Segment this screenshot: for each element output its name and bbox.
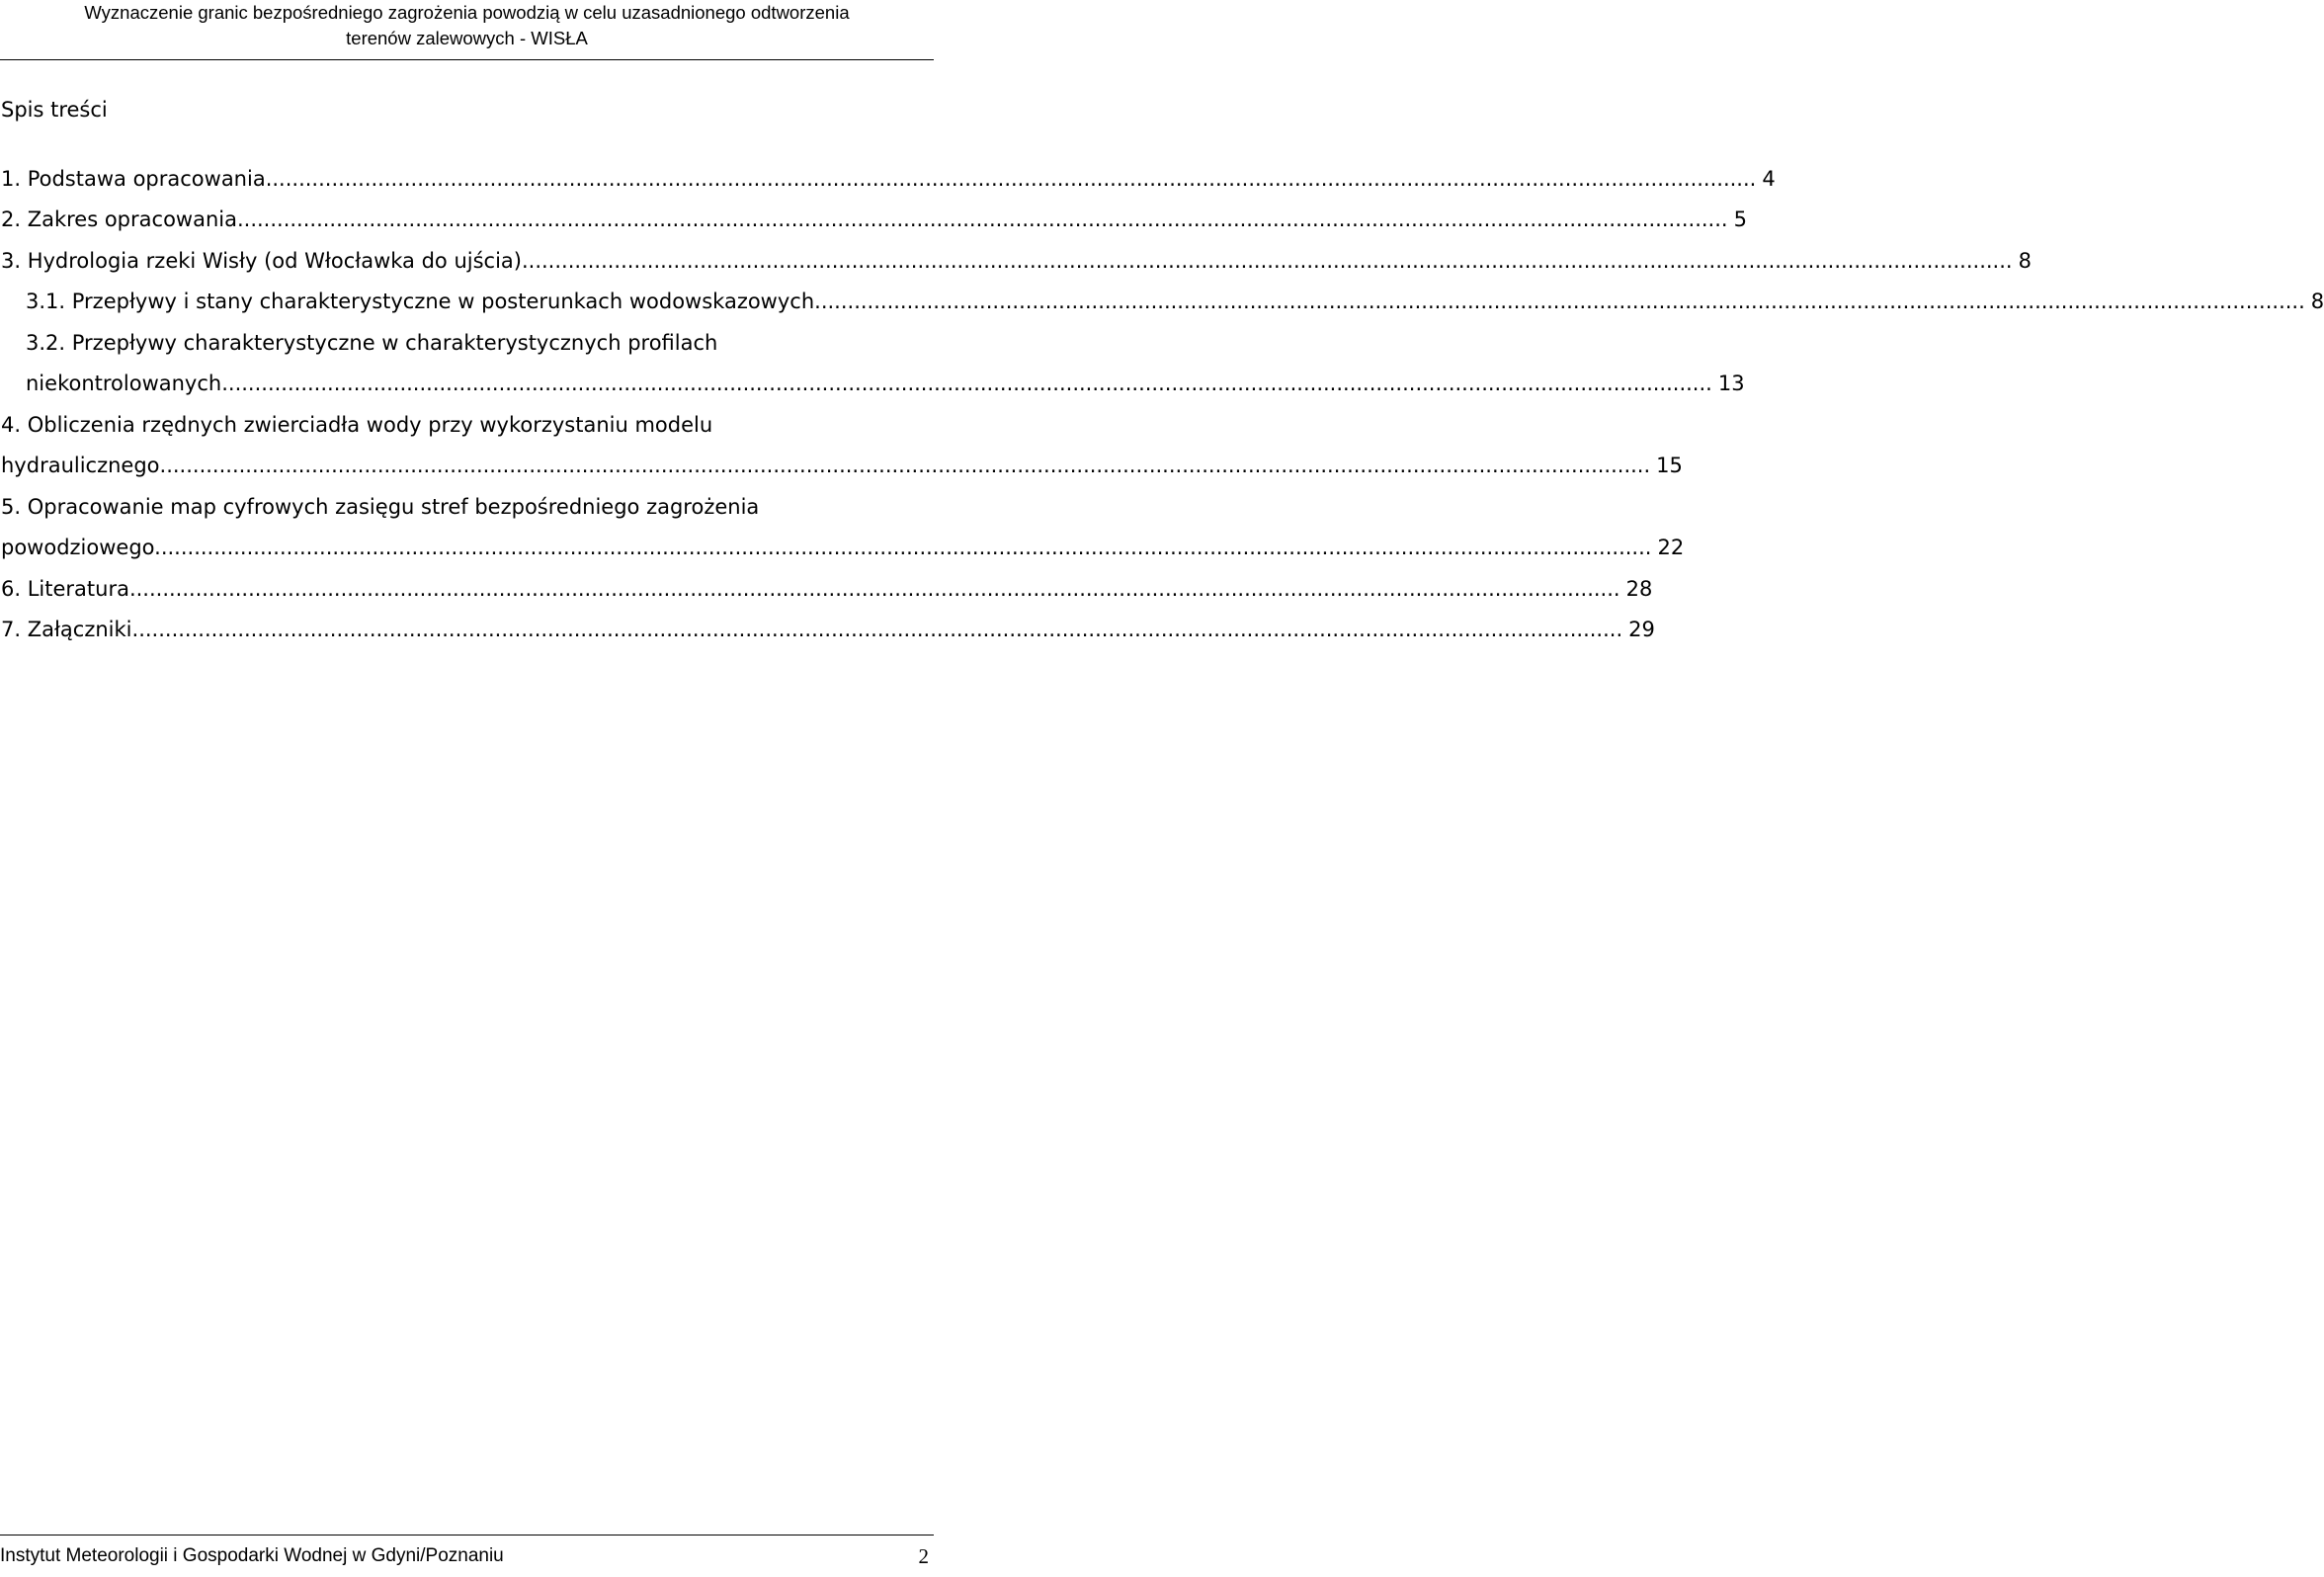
toc-entry-6[interactable] [1,574,1653,604]
toc-entry-page: 15 [1656,454,1683,477]
toc-dot-leader: .................................................................................................................................................................................................................................. [521,249,2013,273]
toc-entry-5-line-1[interactable]: 5. Opracowanie map cyfrowych zasięgu stref bezpośredniego zagrożenia [1,495,760,519]
toc-entry-page: 29 [1628,618,1655,641]
toc-dot-leader: .................................................................................................................................................................................................................................. [160,536,1652,559]
header-rule [0,59,934,60]
page-header [0,0,934,51]
toc-entry-page: 8 [2018,249,2032,273]
toc-dot-leader: .................................................................................................................................................................................................................................. [131,618,1623,641]
footer-institution: Instytut Meteorologii i Gospodarki Wodnej w Gdyni/Poznaniu [0,1545,504,1566]
toc-entry-4-line-1[interactable]: 4. Obliczenia rzędnych zwierciadła wody przy wykorzystaniu modelu [1,413,713,437]
toc-entry-title: niekontrolowanych [26,372,222,395]
toc-entry-title: hydraulicznego [1,454,160,477]
toc-entry-page: 28 [1625,577,1653,601]
footer-page-number: 2 [918,1544,929,1568]
toc-entry-1[interactable] [1,164,1776,194]
toc-dot-leader: .................................................................................................................................................................................................................................. [265,167,1757,191]
toc-entry-page: 22 [1657,536,1685,559]
toc-dot-leader: .................................................................................................................................................................................................................................. [159,454,1651,477]
toc-entry-3-1[interactable] [26,287,2324,316]
toc-dot-leader: .................................................................................................................................................................................................................................. [814,290,2305,313]
toc-entry-3-2-line-1[interactable]: 3.2. Przepływy charakterystyczne w charakterystycznych profilach [26,331,718,355]
toc-entry-page: 5 [1733,208,1747,231]
toc-entry-title: 3. Hydrologia rzeki Wisły (od Włocławka do ujścia) [1,249,522,273]
toc-entry-title: 7. Załączniki [1,618,132,641]
toc-entry-2[interactable] [1,205,1747,234]
toc-entry-page: 4 [1762,167,1776,191]
toc-entry-page: 13 [1717,372,1745,395]
header-title-line-1: Wyznaczenie granic bezpośredniego zagrożenia powodzią w celu uzasadnionego odtworzenia [84,2,850,23]
toc-dot-leader: .................................................................................................................................................................................................................................. [221,372,1712,395]
toc-entry-4[interactable] [1,451,1683,480]
toc-dot-leader: .................................................................................................................................................................................................................................. [236,208,1728,231]
toc-entry-7[interactable] [1,615,1655,644]
toc-dot-leader: .................................................................................................................................................................................................................................. [128,577,1620,601]
toc-entry-title: powodziowego. [1,536,161,559]
header-title-line-2: terenów zalewowych - WISŁA [346,28,588,48]
toc-heading: Spis treści [1,98,108,122]
toc-entry-title: 2. Zakres opracowania [1,208,237,231]
toc-entry-title: 3.1. Przepływy i stany charakterystyczne w posterunkach wodowskazowych [26,290,815,313]
toc-entry-page: 8 [2310,290,2324,313]
toc-entry-3-2[interactable] [26,369,1745,398]
toc-entry-title: 1. Podstawa opracowania [1,167,266,191]
footer-rule [0,1535,934,1536]
toc-entry-3[interactable] [1,246,2032,276]
toc-entry-5[interactable] [1,533,1685,562]
toc-entry-title: 6. Literatura [1,577,129,601]
